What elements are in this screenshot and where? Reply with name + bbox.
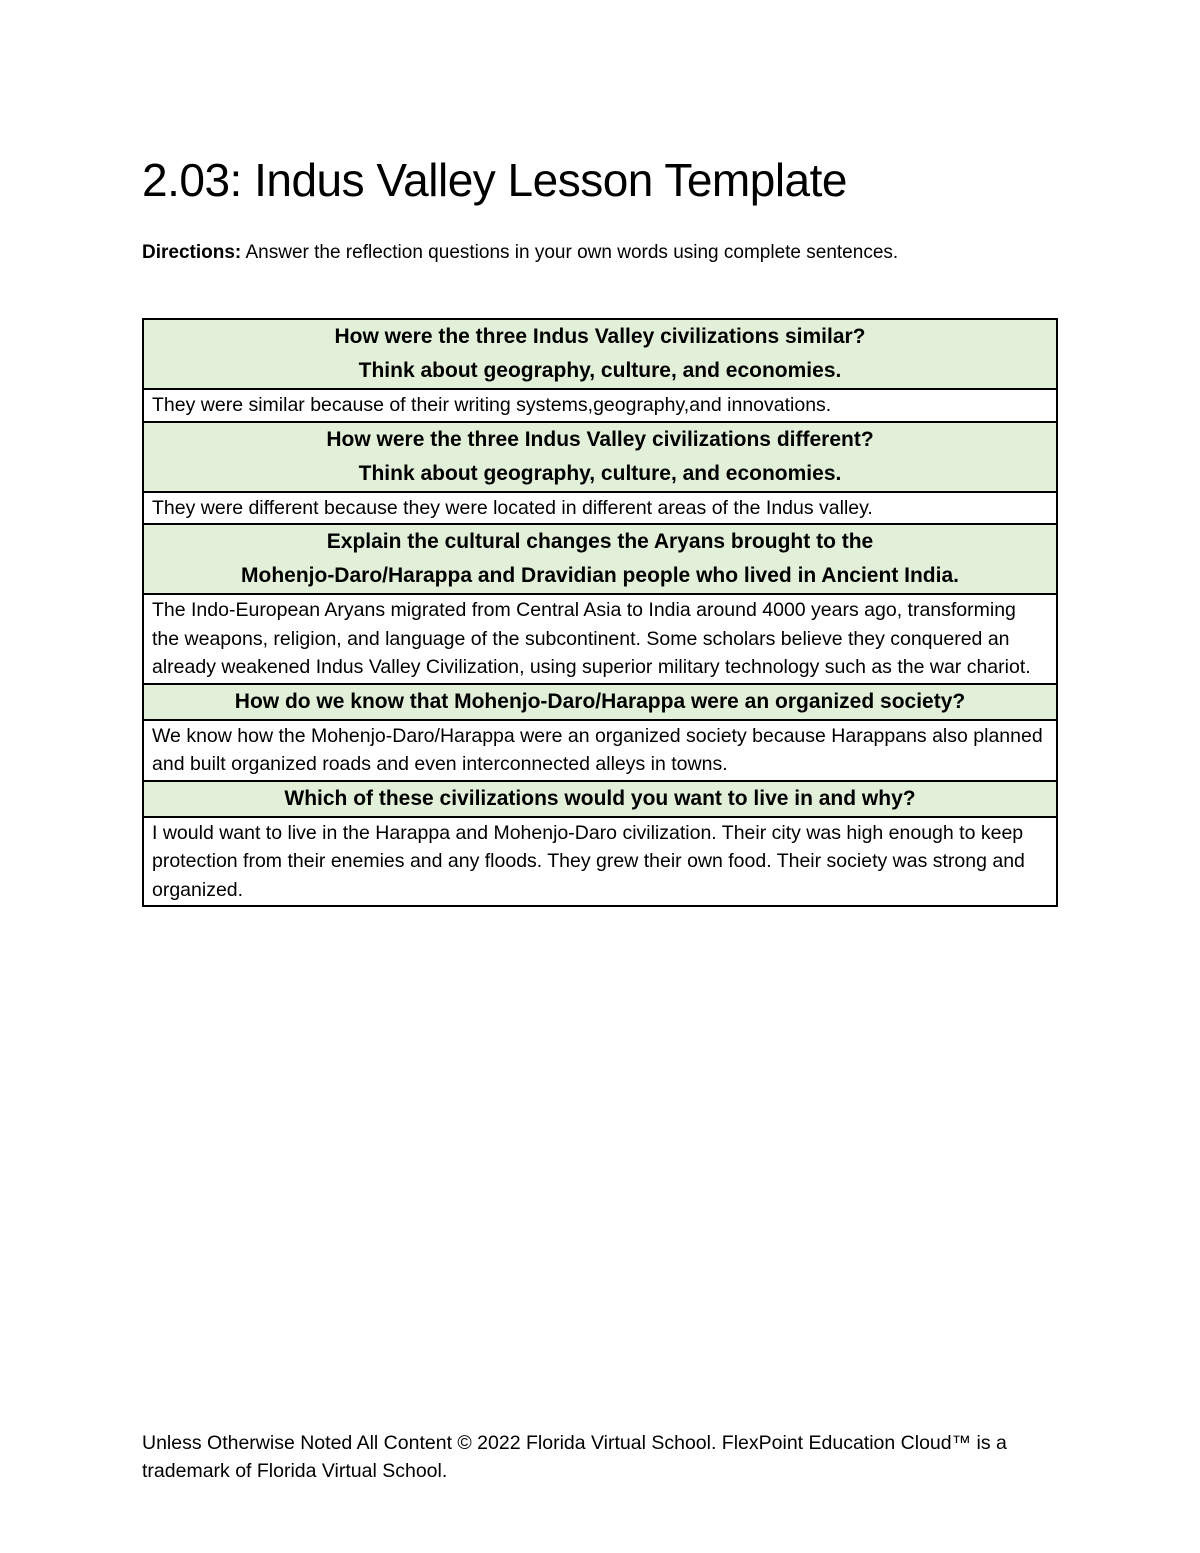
reflection-table bbox=[142, 318, 1058, 907]
question-cell bbox=[143, 319, 1057, 389]
answer-cell[interactable]: We know how the Mohenjo-Daro/Harappa were an organized society because Harappans also planned and built organized roads and even interconnected alleys in towns. bbox=[143, 720, 1057, 781]
answer-cell[interactable]: The Indo-European Aryans migrated from Central Asia to India around 4000 years ago, transforming the weapons, religion, and language of the subcontinent. Some scholars believe they conquered an already weakened Indus Valley Civilization, using superior military technology such as the war chariot. bbox=[143, 594, 1057, 684]
question-subtext: Think about geography, culture, and economies. bbox=[358, 359, 842, 382]
question-text: Which of these civilizations would you want to live in and why? bbox=[284, 786, 916, 810]
copyright-footer: Unless Otherwise Noted All Content © 2022 Florida Virtual School. FlexPoint Education Cloud™ is a trademark of Florida Virtual School. bbox=[142, 1432, 1007, 1482]
question-cell bbox=[143, 524, 1057, 594]
question-row bbox=[143, 319, 1057, 389]
question-text: How were the three Indus Valley civilizations different? bbox=[326, 427, 874, 451]
answer-row bbox=[143, 720, 1057, 781]
answer-row bbox=[143, 594, 1057, 684]
question-cell bbox=[143, 781, 1057, 817]
question-text: Explain the cultural changes the Aryans brought to the bbox=[326, 530, 874, 553]
answer-cell[interactable]: I would want to live in the Harappa and Mohenjo-Daro civilization. Their city was high enough to keep protection from their enemies and any floods. They grew their own food. Their society was strong and organized. bbox=[143, 817, 1057, 907]
answer-row bbox=[143, 389, 1057, 422]
answer-row bbox=[143, 817, 1057, 907]
answer-cell[interactable]: They were similar because of their writing systems,geography,and innovations. bbox=[143, 389, 1057, 422]
question-row bbox=[143, 524, 1057, 594]
question-row bbox=[143, 422, 1057, 492]
question-row bbox=[143, 684, 1057, 720]
question-subtext: Think about geography, culture, and economies. bbox=[358, 461, 842, 485]
question-text: How were the three Indus Valley civilizations similar? bbox=[334, 325, 866, 348]
question-cell bbox=[143, 422, 1057, 492]
question-row bbox=[143, 781, 1057, 817]
directions-text: Answer the reflection questions in your own words using complete sentences. bbox=[245, 242, 899, 263]
answer-row bbox=[143, 492, 1057, 525]
question-cell bbox=[143, 684, 1057, 720]
answer-cell[interactable]: They were different because they were located in different areas of the Indus valley. bbox=[143, 492, 1057, 525]
question-subtext: Mohenjo-Daro/Harappa and Dravidian people who lived in Ancient India. bbox=[241, 564, 959, 587]
page-title: 2.03: Indus Valley Lesson Template bbox=[142, 154, 847, 206]
directions bbox=[142, 240, 898, 266]
directions-label: Directions: bbox=[142, 242, 242, 263]
question-text: How do we know that Mohenjo-Daro/Harappa were an organized society? bbox=[234, 689, 966, 713]
